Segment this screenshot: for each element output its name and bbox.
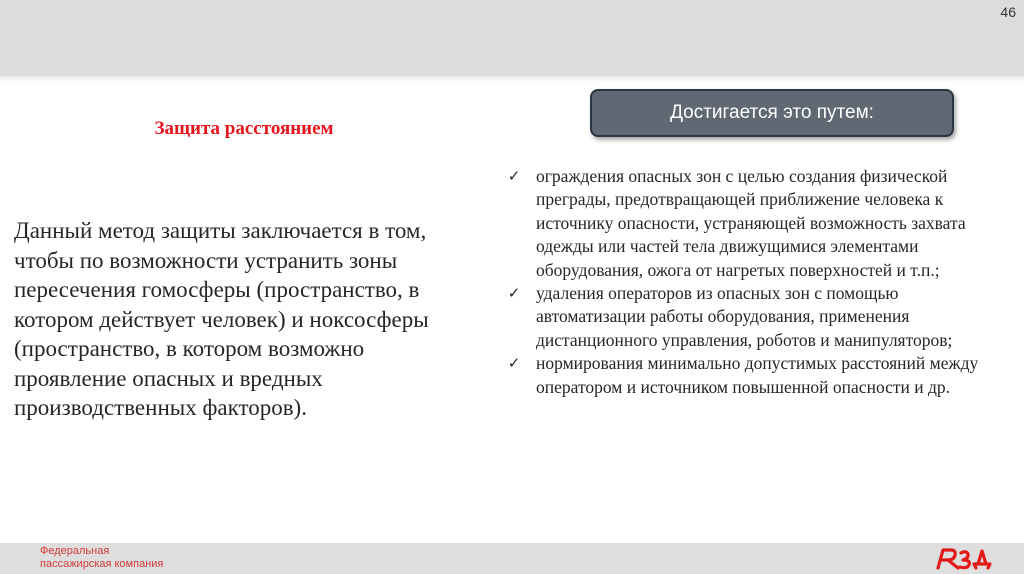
page-number: 46 — [1000, 4, 1016, 20]
rzd-logo — [934, 545, 994, 571]
method-box-label: Достигается это путем: — [670, 102, 874, 123]
check-icon: ✓ — [507, 284, 521, 303]
company-name-line1: Федеральная — [40, 545, 110, 557]
list-item-text: удаления операторов из опасных зон с помощью автоматизации работы оборудования, применения дистанционного управления, роботов и манипуляторов; — [536, 283, 953, 350]
method-description: Данный метод защиты заключается в том, чтобы по возможности устранить зоны пересечения гомосферы (пространство, в котором действует человек) и ноксосферы (пространство, в котором возможно проявление опасных и вредных производственных факторов). — [14, 218, 429, 420]
method-box — [590, 89, 954, 137]
list-item — [504, 282, 1010, 352]
list-item — [504, 165, 1010, 282]
check-icon: ✓ — [507, 354, 521, 373]
list-item-text: нормирования минимально допустимых расстояний между оператором и источником повышенной опасности и др. — [536, 353, 979, 397]
measures-list — [504, 165, 1010, 399]
company-name — [40, 545, 163, 571]
list-item — [504, 352, 1010, 399]
header-band — [0, 0, 1024, 76]
company-name-line2: пассажирская компания — [40, 558, 164, 570]
list-item-text: ограждения опасных зон с целью создания физической преграды, предотвращающей приближение человека к источнику опасности, устраняющей возможность захвата одежды или частей тела движущимися элементами оборудования, ожога от нагретых поверхностей и т.п.; — [536, 166, 966, 280]
header-divider — [0, 76, 1024, 82]
section-title: Защита расстоянием — [154, 118, 334, 139]
check-icon: ✓ — [507, 167, 521, 185]
